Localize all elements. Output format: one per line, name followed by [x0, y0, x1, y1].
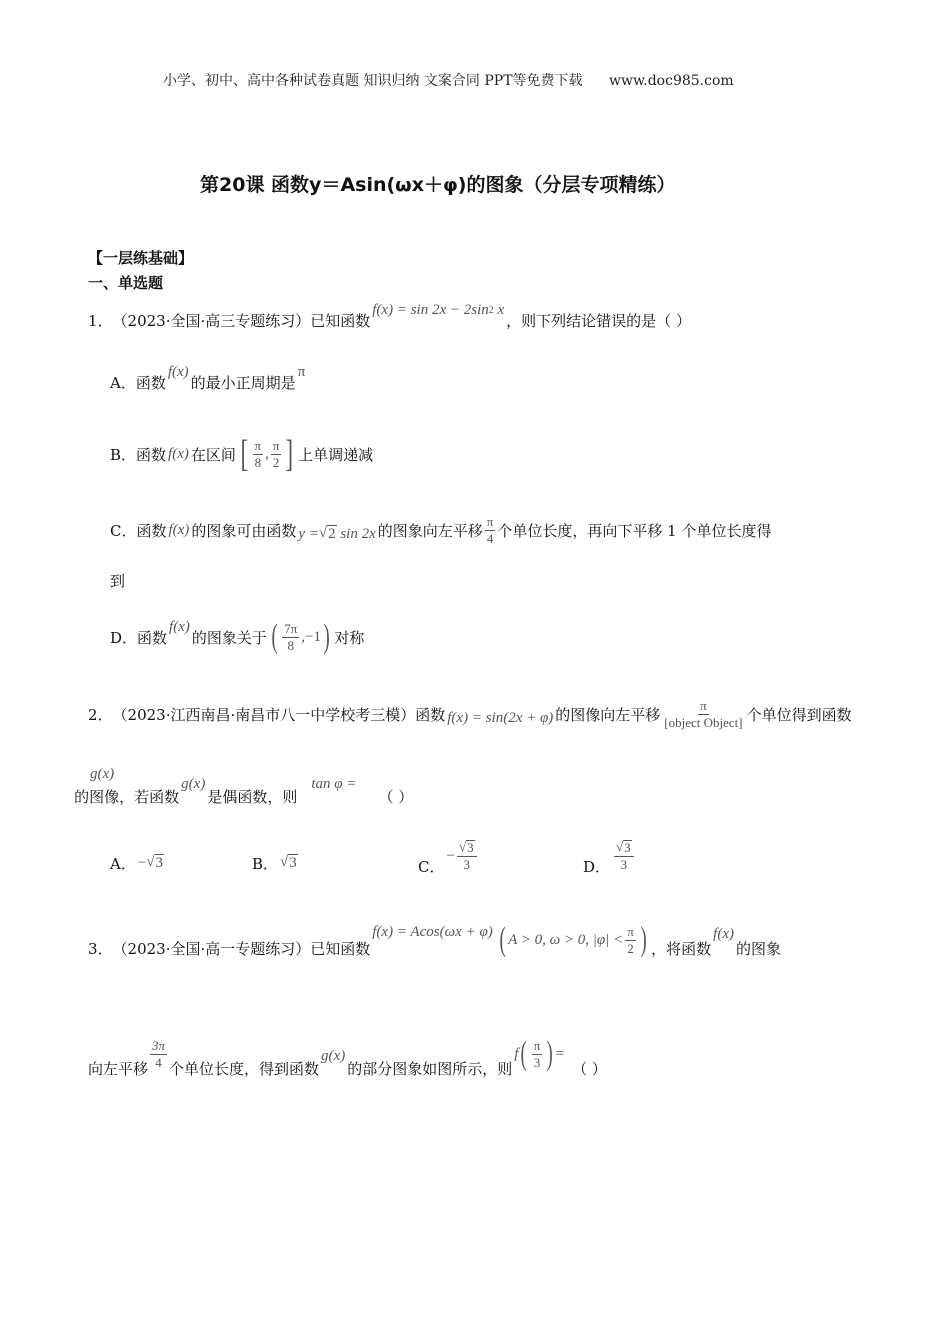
question-number: 3．	[88, 939, 113, 958]
interval: [ $\frac{\pi}{8}$ , $\frac{\pi}{2}$ ]	[240, 433, 294, 475]
option-1c[interactable]: C．函数 f(x) 的图象可由函数 y = √ 2 sin 2x 的图象向左平移 $\frac{\pi}{4}$ 个单位长度，再向下平移 1 个单位长度得	[110, 513, 772, 546]
evaluation: f ( $\frac{\pi}{3}$ ) =	[514, 1035, 565, 1072]
question-number: 1．	[88, 311, 113, 330]
formula: y = √ 2 sin 2x	[298, 525, 376, 542]
section-level: 【一层练基础】	[88, 249, 194, 267]
page-title: 第20课 函数y＝Asin(ωx＋φ)的图象（分层专项精练）	[200, 174, 676, 196]
point: ( $\frac{7\pi}{8}$ ,−1 )	[271, 618, 330, 655]
question-source: （2023·江西南昌·南昌市八一中学校考三模）函数	[112, 705, 446, 724]
question-source: （2023·全国·高三专题练习）已知函数	[112, 311, 371, 330]
question-2-stem-cont: g(x) 的图像，若函数 g(x) 是偶函数，则 tan φ = （ ）	[74, 765, 414, 806]
option-2a[interactable]: A． − √ 3	[110, 854, 164, 873]
question-number: 2．	[88, 705, 113, 724]
question-1-stem: 1． （2023·全国·高三专题练习）已知函数 f(x) = sin 2x − 2sin 2 x ，则下列结论错误的是（ ）	[88, 301, 691, 330]
option-2d[interactable]: D． √ 3 3	[583, 828, 638, 884]
question-3-stem: 3． （2023·全国·高一专题练习）已知函数 f(x) = Acos(ωx + φ) ( A > 0, ω > 0, |φ| < $\frac{\pi}{2}$ ) ，将函数 f(x) 的图象	[88, 921, 781, 958]
question-3-stem-cont: 向左平移 $\frac{3\pi}{4}$ 个单位长度，得到函数 g(x) 的部分图象如图所示，则 f ( $\frac{\pi}{3}$ ) = （ ）	[88, 1035, 607, 1078]
option-2c[interactable]: C． − √ 3 3	[418, 828, 481, 884]
formula: f(x) = sin 2x − 2sin 2 x	[372, 301, 505, 318]
option-1b[interactable]: B．函数 f(x) 在区间 [ $\frac{\pi}{8}$ , $\frac{\pi}{2}$ ] 上单调递减	[110, 433, 374, 475]
option-1d[interactable]: D．函数 f(x) 的图象关于 ( $\frac{7\pi}{8}$ ,−1 ) 对称	[110, 618, 365, 655]
option-1a[interactable]: A．函数 f(x) 的最小正周期是 π	[110, 363, 306, 392]
page-header	[163, 70, 734, 90]
question-source: （2023·全国·高一专题练习）已知函数	[112, 939, 371, 958]
section-type: 一、单选题	[88, 274, 164, 292]
condition: ( A > 0, ω > 0, |φ| < $\frac{\pi}{2}$ )	[499, 921, 647, 958]
option-2b[interactable]: B． √ 3	[252, 854, 297, 873]
question-2-stem: 2． （2023·江西南昌·南昌市八一中学校考三模）函数 f(x) = sin(2x + φ) 的图像向左平移 $\frac{\pi}{\text{[object Object]}}$ 个单位得到函数	[88, 697, 852, 730]
option-1c-wrap: 到	[110, 571, 126, 590]
header-site-text: 小学、初中、高中各种试卷真题 知识归纳 文案合同 PPT等免费下载	[163, 73, 583, 89]
header-url[interactable]: www.doc985.com	[608, 73, 734, 89]
